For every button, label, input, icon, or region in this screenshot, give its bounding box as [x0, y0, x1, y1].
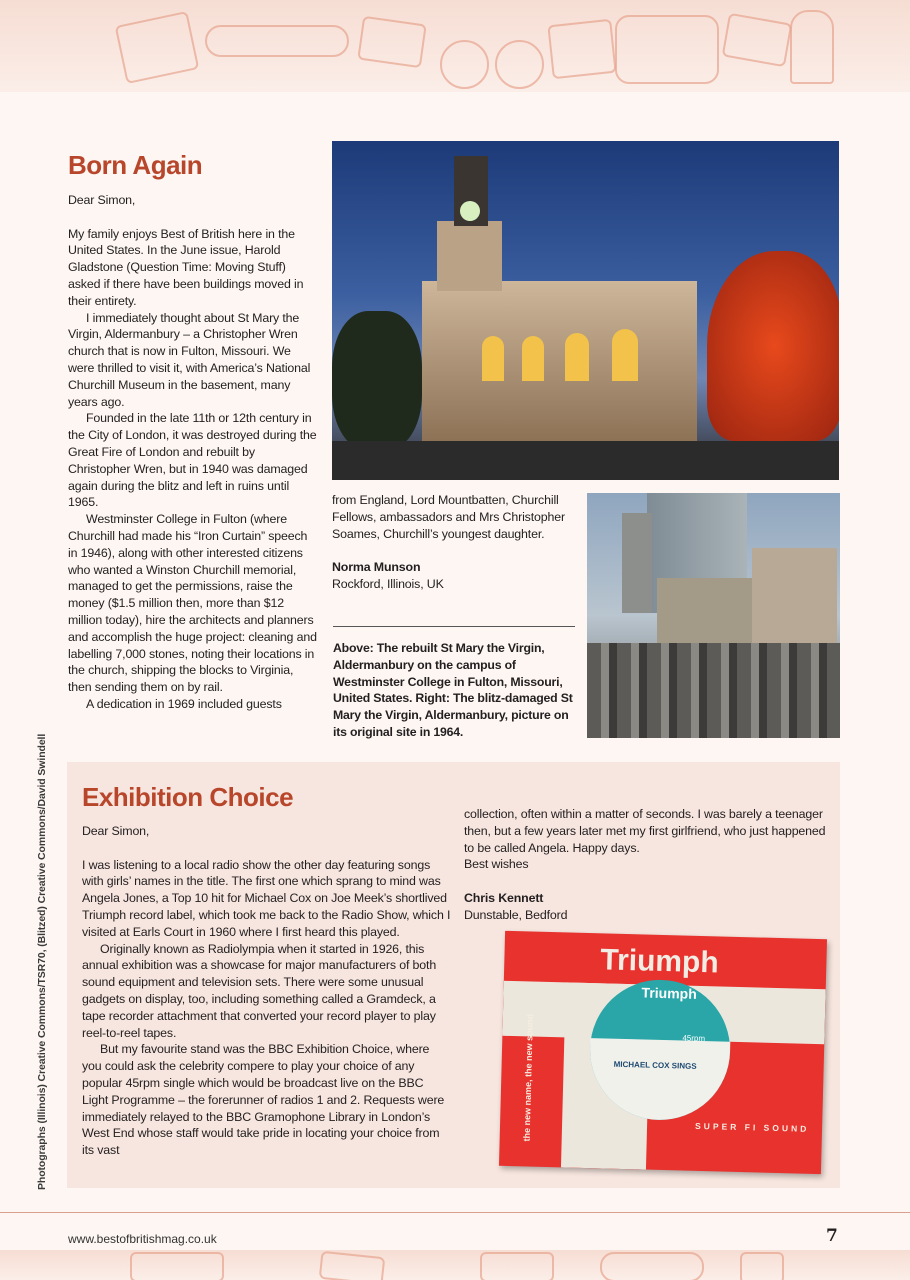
photo-credit: Photographs (Illinois) Creative Commons/TSR70, (Blitzed) Creative Commons/David Swindell: [36, 733, 48, 1190]
article1-continuation: [332, 492, 582, 593]
top-decorative-banner: [0, 0, 910, 92]
author-location: Dunstable, Bedford: [464, 907, 568, 922]
footer-divider: [0, 1212, 910, 1213]
photo-caption: Above: The rebuilt St Mary the Virgin, Aldermanbury on the campus of Westminster College in Fulton, Missouri, United States. Right: The blitz-damaged St Mary the Virgin, Aldermanbury, picture on its original site in 1964.: [333, 641, 573, 739]
blitzed-church-photo: [587, 493, 840, 738]
bottom-decorative-banner: [0, 1250, 910, 1280]
label-brand: Triumph: [641, 984, 697, 1002]
body-paragraph: Founded in the late 11th or 12th century in the City of London, it was destroyed during the Great Fire of London and rebuilt by Christopher Wren, but in 1940 was damaged again during the blitz and left in ruins until 1965.: [68, 411, 317, 510]
continuation-text: collection, often within a matter of seconds. I was barely a teenager then, but a few years later met my first girlfriend, who just happened to be called Angela. Happy days.: [464, 807, 826, 855]
body-paragraph: Originally known as Radiolympia when it started in 1926, this annual exhibition was a showcase for major manufacturers of both sound equipment and television sets. There were some unusual gadgets on display, too, including something called a Gramdeck, a tape recorder attachment that converted your record player to play reel-to-reel tapes.: [82, 941, 437, 1040]
body-paragraph: I immediately thought about St Mary the Virgin, Aldermanbury – a Christopher Wren church that is now in Fulton, Missouri. We were thrilled to visit it, with America’s National Churchill Museum in the basement, many years ago.: [68, 310, 311, 409]
article-title-born-again: Born Again: [68, 150, 203, 180]
body-paragraph: But my favourite stand was the BBC Exhibition Choice, where you could ask the celebrity compere to play your choice of any popular 45rpm single which would be broadcast live on the BBC Light Programme – the forerunner of radios 1 and 2. Requests were immediately relayed to the BBC Gramophone Library in London’s West End whose staff would take pride in locating your choice from its vast: [82, 1042, 445, 1158]
sleeve-brand: Triumph: [599, 943, 720, 980]
author-name: Chris Kennett: [464, 890, 544, 905]
author-location: Rockford, Illinois, UK: [332, 576, 444, 591]
signoff: Best wishes: [464, 857, 529, 872]
body-paragraph: Westminster College in Fulton (where Churchill had made his “Iron Curtain” speech in 1946), along with other interested citizens who wanted a Winston Churchill memorial, managed to get the permissions, raise the money ($1.5 million then, more than $12 million today), hire the architects and planners and accomplish the huge project: cleaning and labelling 7,000 stones, noting their locations in the church, shipping the blocks to Virginia, then sending them on by rail.: [68, 512, 317, 695]
church-fulton-photo: [332, 141, 839, 480]
salutation: Dear Simon,: [82, 824, 150, 838]
footer-website-link[interactable]: www.bestofbritishmag.co.uk: [68, 1232, 217, 1246]
body-paragraph: My family enjoys Best of British here in the United States. In the June issue, Harold Gladstone (Question Time: Moving Stuff) asked if there have been buildings moved in their entirety.: [68, 226, 304, 308]
salutation: Dear Simon,: [68, 193, 136, 207]
label-rpm: 45rpm: [682, 1033, 706, 1044]
article2-body: [82, 823, 452, 1159]
continuation-text: from England, Lord Mountbatten, Churchill Fellows, ambassadors and Mrs Christopher Soames, Churchill’s youngest daughter.: [332, 493, 565, 541]
body-paragraph: A dedication in 1969 included guests: [86, 696, 282, 711]
caption-divider: [333, 626, 575, 627]
author-name: Norma Munson: [332, 560, 421, 575]
article1-body: [68, 192, 318, 713]
page-number: 7: [826, 1226, 838, 1246]
article-title-exhibition-choice: Exhibition Choice: [82, 782, 294, 812]
sleeve-bottom-text: SUPER FI SOUND: [694, 1120, 810, 1134]
triumph-record-photo: [499, 931, 827, 1174]
label-title: MICHAEL COX SINGS: [613, 1059, 697, 1071]
article2-continuation: [464, 806, 832, 924]
body-paragraph: I was listening to a local radio show the other day featuring songs with girls’ names in the title. The first one which sprang to mind was Angela Jones, a Top 10 hit for Michael Cox on Joe Meek’s shortlived Triumph record label, which took me back to the Radio Show, which I visited at Earls Court in 1960 where I first heard this played.: [82, 857, 451, 939]
sleeve-side-text: the new name, the new sound: [521, 1013, 535, 1142]
